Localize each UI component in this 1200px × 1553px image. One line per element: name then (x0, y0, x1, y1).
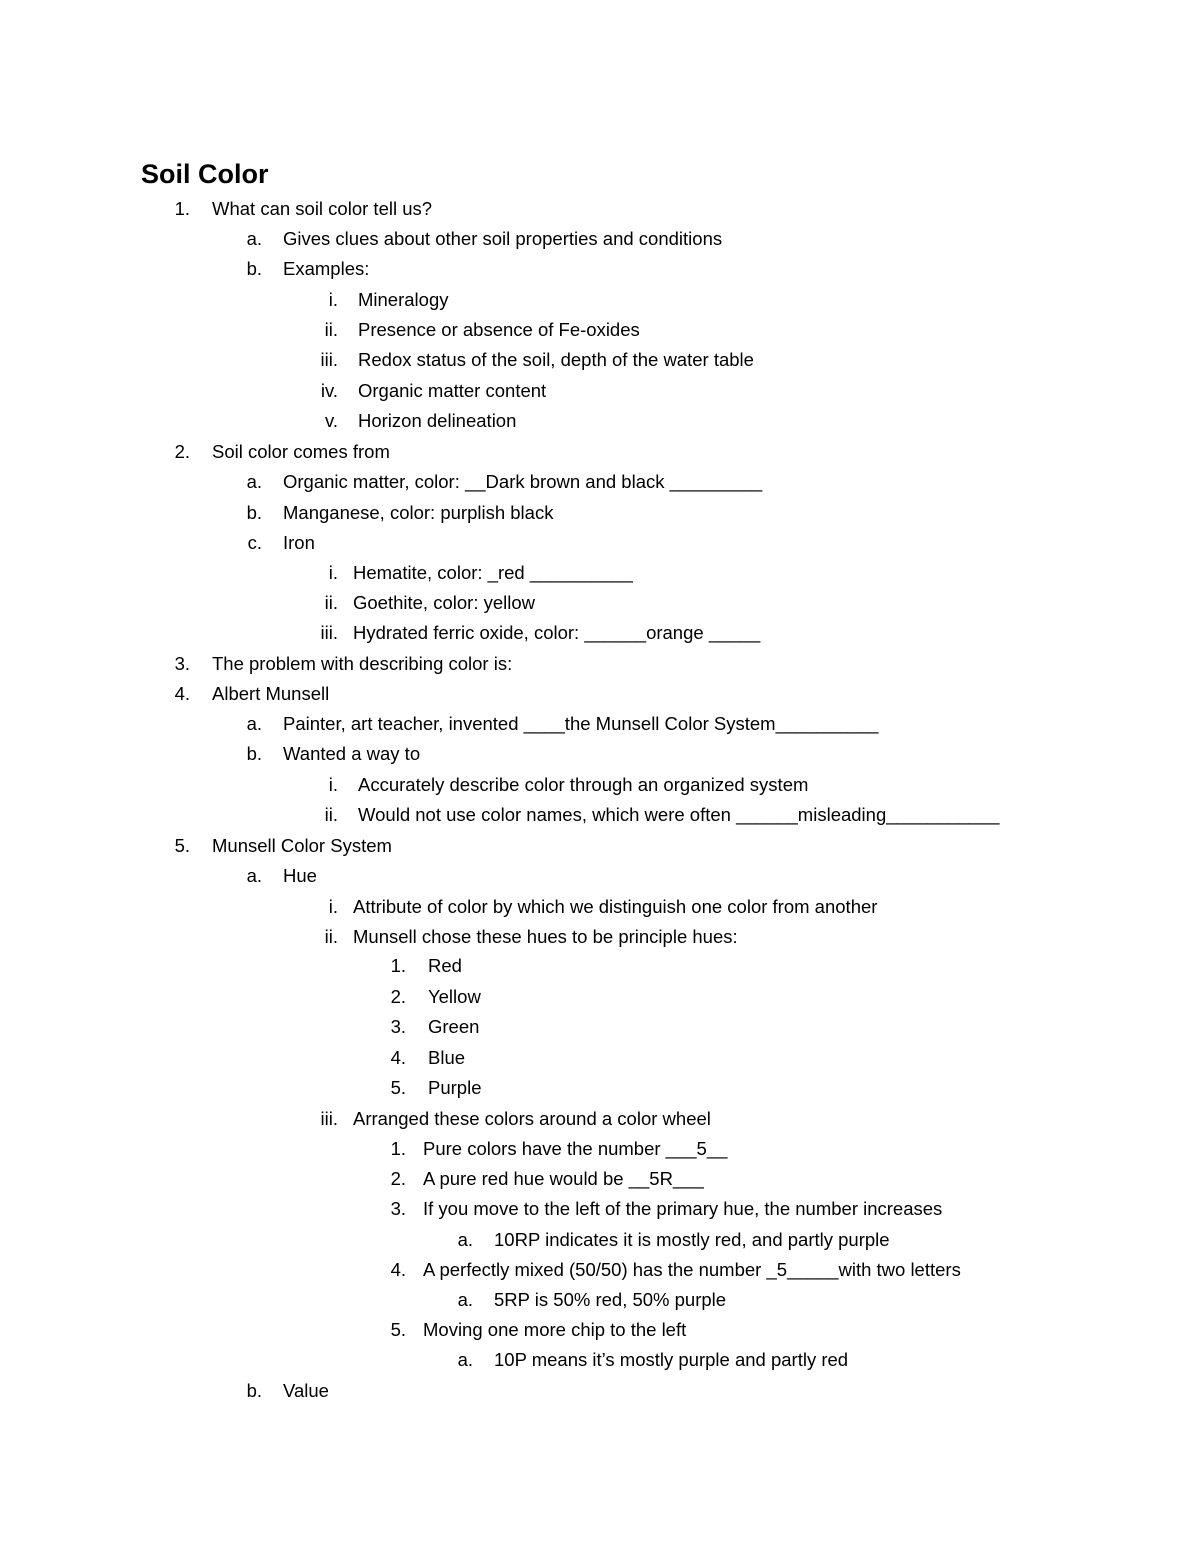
list-marker: a. (246, 471, 262, 492)
list-marker: a. (246, 228, 262, 249)
list-item-text: Organic matter content (358, 380, 547, 401)
list-item-text: Redox status of the soil, depth of the water table (358, 349, 754, 370)
list-marker: ii. (324, 592, 338, 613)
list-marker: 5. (390, 1319, 406, 1340)
list-item-text: Value (283, 1380, 329, 1401)
list-item-text: Soil color comes from (212, 441, 390, 462)
document-title: Soil Color (141, 159, 269, 189)
list-item-text: Red (428, 955, 462, 976)
list-marker: a. (457, 1289, 473, 1310)
list-marker: 3. (390, 1198, 406, 1219)
list-marker: 1. (174, 198, 190, 219)
list-marker: a. (246, 865, 262, 886)
list-marker: ii. (324, 804, 338, 825)
list-item-text: Presence or absence of Fe-oxides (358, 319, 640, 340)
list-item-text: The problem with describing color is: (212, 653, 513, 674)
list-item-text: Iron (283, 532, 315, 553)
list-item-text: Wanted a way to (283, 743, 421, 764)
list-item-text: Gives clues about other soil properties and conditions (283, 228, 723, 249)
list-marker: 4. (390, 1047, 406, 1068)
list-marker: iv. (320, 380, 338, 401)
list-marker: 3. (174, 653, 190, 674)
list-item-text: 10P means it’s mostly purple and partly red (494, 1349, 849, 1370)
list-marker: a. (457, 1229, 473, 1250)
list-item-text: Would not use color names, which were often ______misleading___________ (358, 804, 1000, 825)
list-item-text: Examples: (283, 258, 370, 279)
list-item-text: Organic matter, color: __Dark brown and black _________ (283, 471, 763, 492)
list-marker: i. (328, 562, 338, 583)
list-marker: 2. (390, 986, 406, 1007)
list-item-text: Blue (428, 1047, 466, 1068)
list-item-text: Attribute of color by which we distinguish one color from another (353, 896, 878, 917)
list-marker: 5. (390, 1077, 406, 1098)
list-marker: a. (457, 1349, 473, 1370)
list-item-text: Painter, art teacher, invented ____the Munsell Color System__________ (283, 713, 879, 734)
list-marker: i. (328, 896, 338, 917)
list-marker: i. (328, 774, 338, 795)
list-item-text: Purple (428, 1077, 482, 1098)
list-item-text: Goethite, color: yellow (353, 592, 536, 613)
list-item-text: Green (428, 1016, 480, 1037)
list-item-text: Hydrated ferric oxide, color: ______orange _____ (353, 622, 761, 643)
list-marker: c. (247, 532, 262, 553)
list-marker: ii. (324, 319, 338, 340)
list-item-text: Albert Munsell (212, 683, 330, 704)
list-marker: a. (246, 713, 262, 734)
list-item-text: Accurately describe color through an organized system (358, 774, 809, 795)
list-marker: 4. (390, 1259, 406, 1280)
list-marker: 2. (174, 441, 190, 462)
list-marker: 5. (174, 835, 190, 856)
list-item-text: Yellow (428, 986, 481, 1007)
list-marker: 3. (390, 1016, 406, 1037)
list-item-text: Hematite, color: _red __________ (353, 562, 633, 583)
list-item-text: Moving one more chip to the left (423, 1319, 687, 1340)
list-marker: ii. (324, 926, 338, 947)
list-item-text: 10RP indicates it is mostly red, and partly purple (494, 1229, 890, 1250)
list-item-text: Hue (283, 865, 317, 886)
list-item-text: Horizon delineation (358, 410, 517, 431)
list-item-text: A perfectly mixed (50/50) has the number _5_____with two letters (423, 1259, 961, 1280)
list-marker: iii. (320, 349, 338, 370)
list-marker: 4. (174, 683, 190, 704)
list-item-text: 5RP is 50% red, 50% purple (494, 1289, 727, 1310)
list-marker: b. (246, 743, 262, 764)
list-marker: b. (246, 1380, 262, 1401)
list-item-text: Munsell chose these hues to be principle hues: (353, 926, 738, 947)
list-item-text: What can soil color tell us? (212, 198, 433, 219)
list-marker: 1. (390, 1138, 406, 1159)
list-marker: iii. (320, 622, 338, 643)
list-item-text: Mineralogy (358, 289, 449, 310)
list-item-text: Pure colors have the number ___5__ (423, 1138, 728, 1159)
list-marker: 1. (390, 955, 406, 976)
list-item-text: If you move to the left of the primary hue, the number increases (423, 1198, 943, 1219)
list-item-text: Munsell Color System (212, 835, 392, 856)
list-marker: v. (324, 410, 338, 431)
list-marker: i. (328, 289, 338, 310)
list-item-text: Arranged these colors around a color wheel (353, 1108, 711, 1129)
list-item-text: A pure red hue would be __5R___ (423, 1168, 704, 1189)
list-marker: b. (246, 502, 262, 523)
list-marker: iii. (320, 1108, 338, 1129)
list-marker: 2. (390, 1168, 406, 1189)
list-marker: b. (246, 258, 262, 279)
list-item-text: Manganese, color: purplish black (283, 502, 554, 523)
